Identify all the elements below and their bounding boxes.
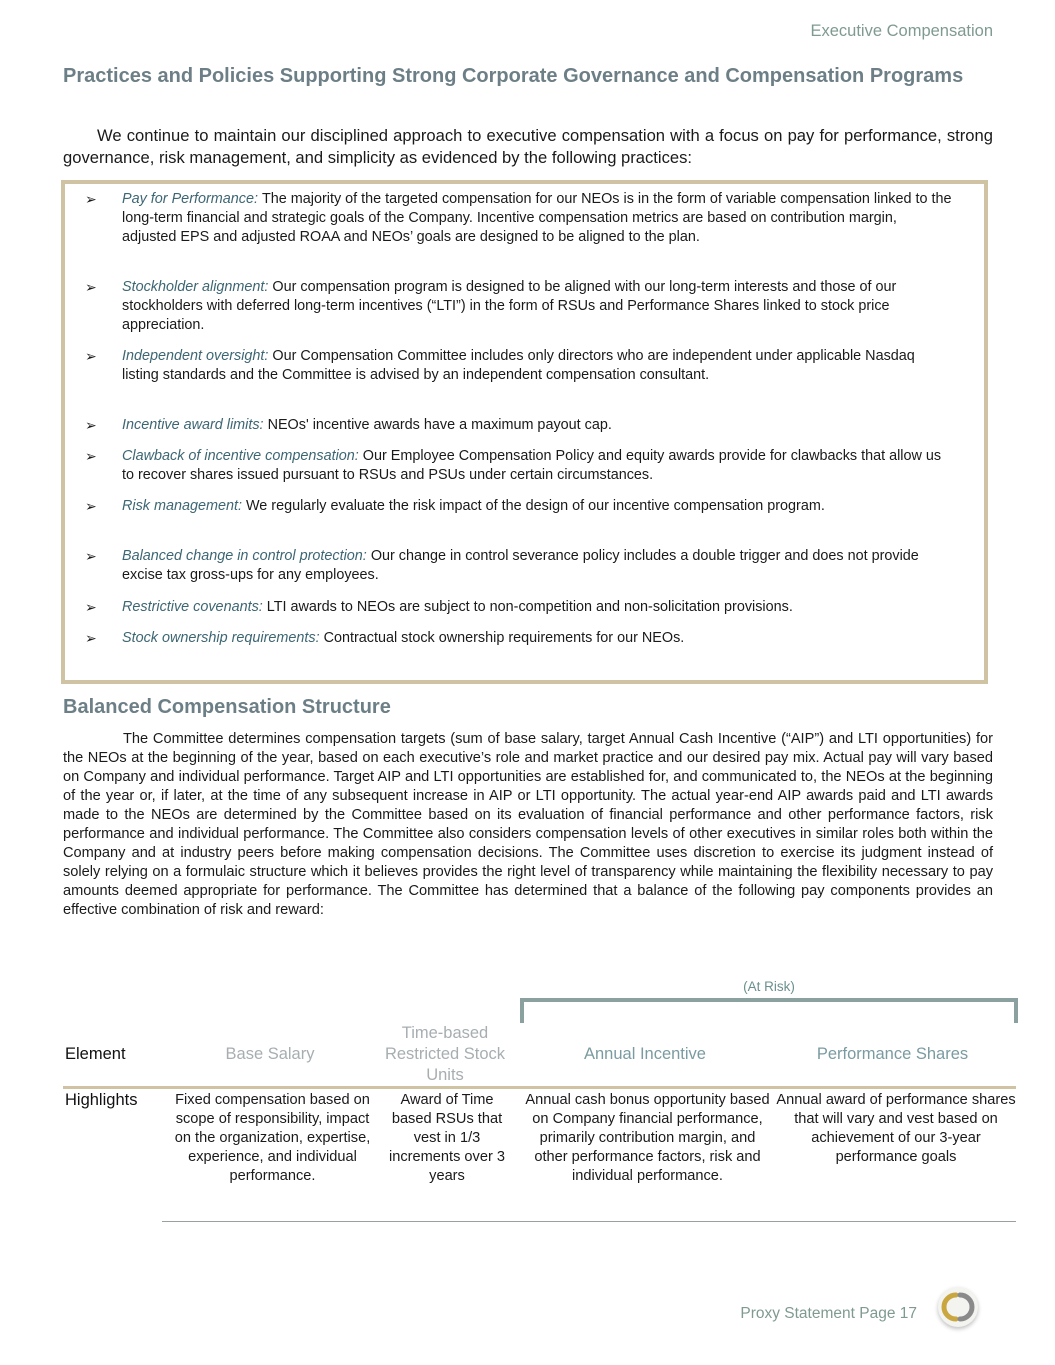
practice-label: Risk management: (122, 498, 242, 514)
practice-label: Independent oversight: (122, 348, 269, 364)
practice-independent-oversight (85, 347, 955, 385)
th-annual-incentive: Annual Incentive (583, 1045, 706, 1063)
arrow-bullet-icon: ➢ (85, 548, 97, 564)
practice-restrictive-covenants (85, 598, 955, 617)
th-rsu: Time-based Restricted Stock Units (384, 1024, 506, 1084)
practice-label: Balanced change in control protection: (122, 548, 367, 564)
practice-text: Our Employee Compensation Policy and equity awards provide for clawbacks that allow us to recover shares issued pursuant to RSUs and PSUs under certain circumstances. (122, 448, 942, 483)
th-base-salary: Base Salary (225, 1045, 315, 1063)
arrow-bullet-icon: ➢ (85, 498, 97, 514)
practice-stock-ownership (85, 629, 955, 648)
practices-intro: We continue to maintain our disciplined approach to executive compensation with a focus on pay for performance, strong governance, risk management, and simplicity as evidenced by the following practices: (63, 126, 993, 167)
practice-label: Clawback of incentive compensation: (122, 448, 359, 464)
table-header-rule (63, 1086, 1016, 1089)
cell-annual-incentive: Annual cash bonus opportunity based on Company financial performance, primarily contribution margin, and other performance factors, risk and individual performance. (525, 1092, 770, 1184)
cell-rsu: Award of Time based RSUs that vest in 1/3 increments over 3 years (389, 1092, 505, 1184)
page-footer: Proxy Statement Page 17 (740, 1305, 917, 1322)
company-logo-icon (938, 1287, 978, 1327)
practice-text: NEOs' incentive awards have a maximum payout cap. (267, 417, 612, 433)
practice-pay-for-performance (85, 190, 955, 247)
at-risk-bracket (520, 998, 1018, 1023)
practice-label: Pay for Performance: (122, 191, 258, 207)
cell-performance-shares: Annual award of performance shares that will vary and vest based on achievement of our 3-year performance goals (776, 1092, 1016, 1165)
practice-label: Incentive award limits: (122, 417, 264, 433)
balanced-body: The Committee determines compensation targets (sum of base salary, target Annual Cash Incentive (“AIP”) and LTI opportunities) for the NEOs at the beginning of the year, based on each executive’s role and market practice and our desired pay mix. Actual pay will vary based on Company and individual performance. Target AIP and LTI opportunities are established for, and communicated to, the NEOs at the beginning of the year or, if later, at the time of any subsequent increase in AIP or LTI opportunity. The actual year-end AIP awards paid and LTI awards made to the NEOs are determined by the Committee based on its evaluation of financial performance and other performance factors, risk performance and individual performance. The Committee also considers compensation levels of other executives in similar roles both within the Company and at industry peers before making compensation decisions. The Committee uses discretion to exercise its judgment instead of solely relying on a formulaic structure which it believes provides the right level of transparency while maintaining the flexibility necessary to pay amounts deemed appropriate for performance. The Committee has determined that a balance of the following pay components provides an effective combination of risk and reward: (63, 731, 993, 918)
balanced-heading: Balanced Compensation Structure (63, 696, 391, 718)
practice-text: Our change in control severance policy includes a double trigger and does not provide excise tax gross-ups for any employees. (122, 548, 919, 583)
practice-text: Our compensation program is designed to be aligned with our long-term interests and those of our stockholders with deferred long-term incentives (“LTI”) in the form of RSUs and Performance Shares linked to stock price appreciation. (122, 279, 897, 333)
table-bottom-rule (162, 1221, 1016, 1222)
at-risk-label: (At Risk) (743, 979, 795, 994)
arrow-bullet-icon: ➢ (85, 348, 97, 364)
practice-text: Our Compensation Committee includes only directors who are independent under applicable Nasdaq listing standards and the Committee is advised by an independent compensation consultant. (122, 348, 915, 383)
practices-heading: Practices and Policies Supporting Strong Corporate Governance and Compensation Programs (63, 65, 964, 87)
row-label-highlights: Highlights (65, 1091, 138, 1109)
practice-clawback (85, 447, 955, 485)
arrow-bullet-icon: ➢ (85, 417, 97, 433)
practice-change-in-control (85, 547, 955, 585)
practice-risk-management (85, 497, 955, 516)
practice-text: We regularly evaluate the risk impact of the design of our incentive compensation program. (245, 498, 825, 514)
th-performance-shares: Performance Shares (816, 1045, 969, 1063)
practice-incentive-award-limits (85, 416, 955, 435)
practice-text: The majority of the targeted compensation for our NEOs is in the form of variable compensation linked to the long-term financial and strategic goals of the Company. Incentive compensation metrics are based on contribution margin, adjusted EPS and adjusted ROAA and NEOs’ goals are designed to be aligned to the plan. (122, 191, 952, 245)
arrow-bullet-icon: ➢ (85, 191, 97, 207)
practice-label: Stock ownership requirements: (122, 630, 320, 646)
practice-text: Contractual stock ownership requirements for our NEOs. (323, 630, 685, 646)
cell-base-salary: Fixed compensation based on scope of responsibility, impact on the organization, expertise, experience, and individual performance. (174, 1092, 371, 1184)
arrow-bullet-icon: ➢ (85, 630, 97, 646)
practice-label: Restrictive covenants: (122, 599, 263, 615)
th-element: Element (65, 1045, 126, 1063)
practice-stockholder-alignment (85, 278, 955, 335)
arrow-bullet-icon: ➢ (85, 448, 97, 464)
practice-text: LTI awards to NEOs are subject to non-competition and non-solicitation provisions. (266, 599, 793, 615)
practices-box (61, 180, 988, 684)
arrow-bullet-icon: ➢ (85, 599, 97, 615)
arrow-bullet-icon: ➢ (85, 279, 97, 295)
running-header: Executive Compensation (810, 22, 993, 40)
practice-label: Stockholder alignment: (122, 279, 269, 295)
